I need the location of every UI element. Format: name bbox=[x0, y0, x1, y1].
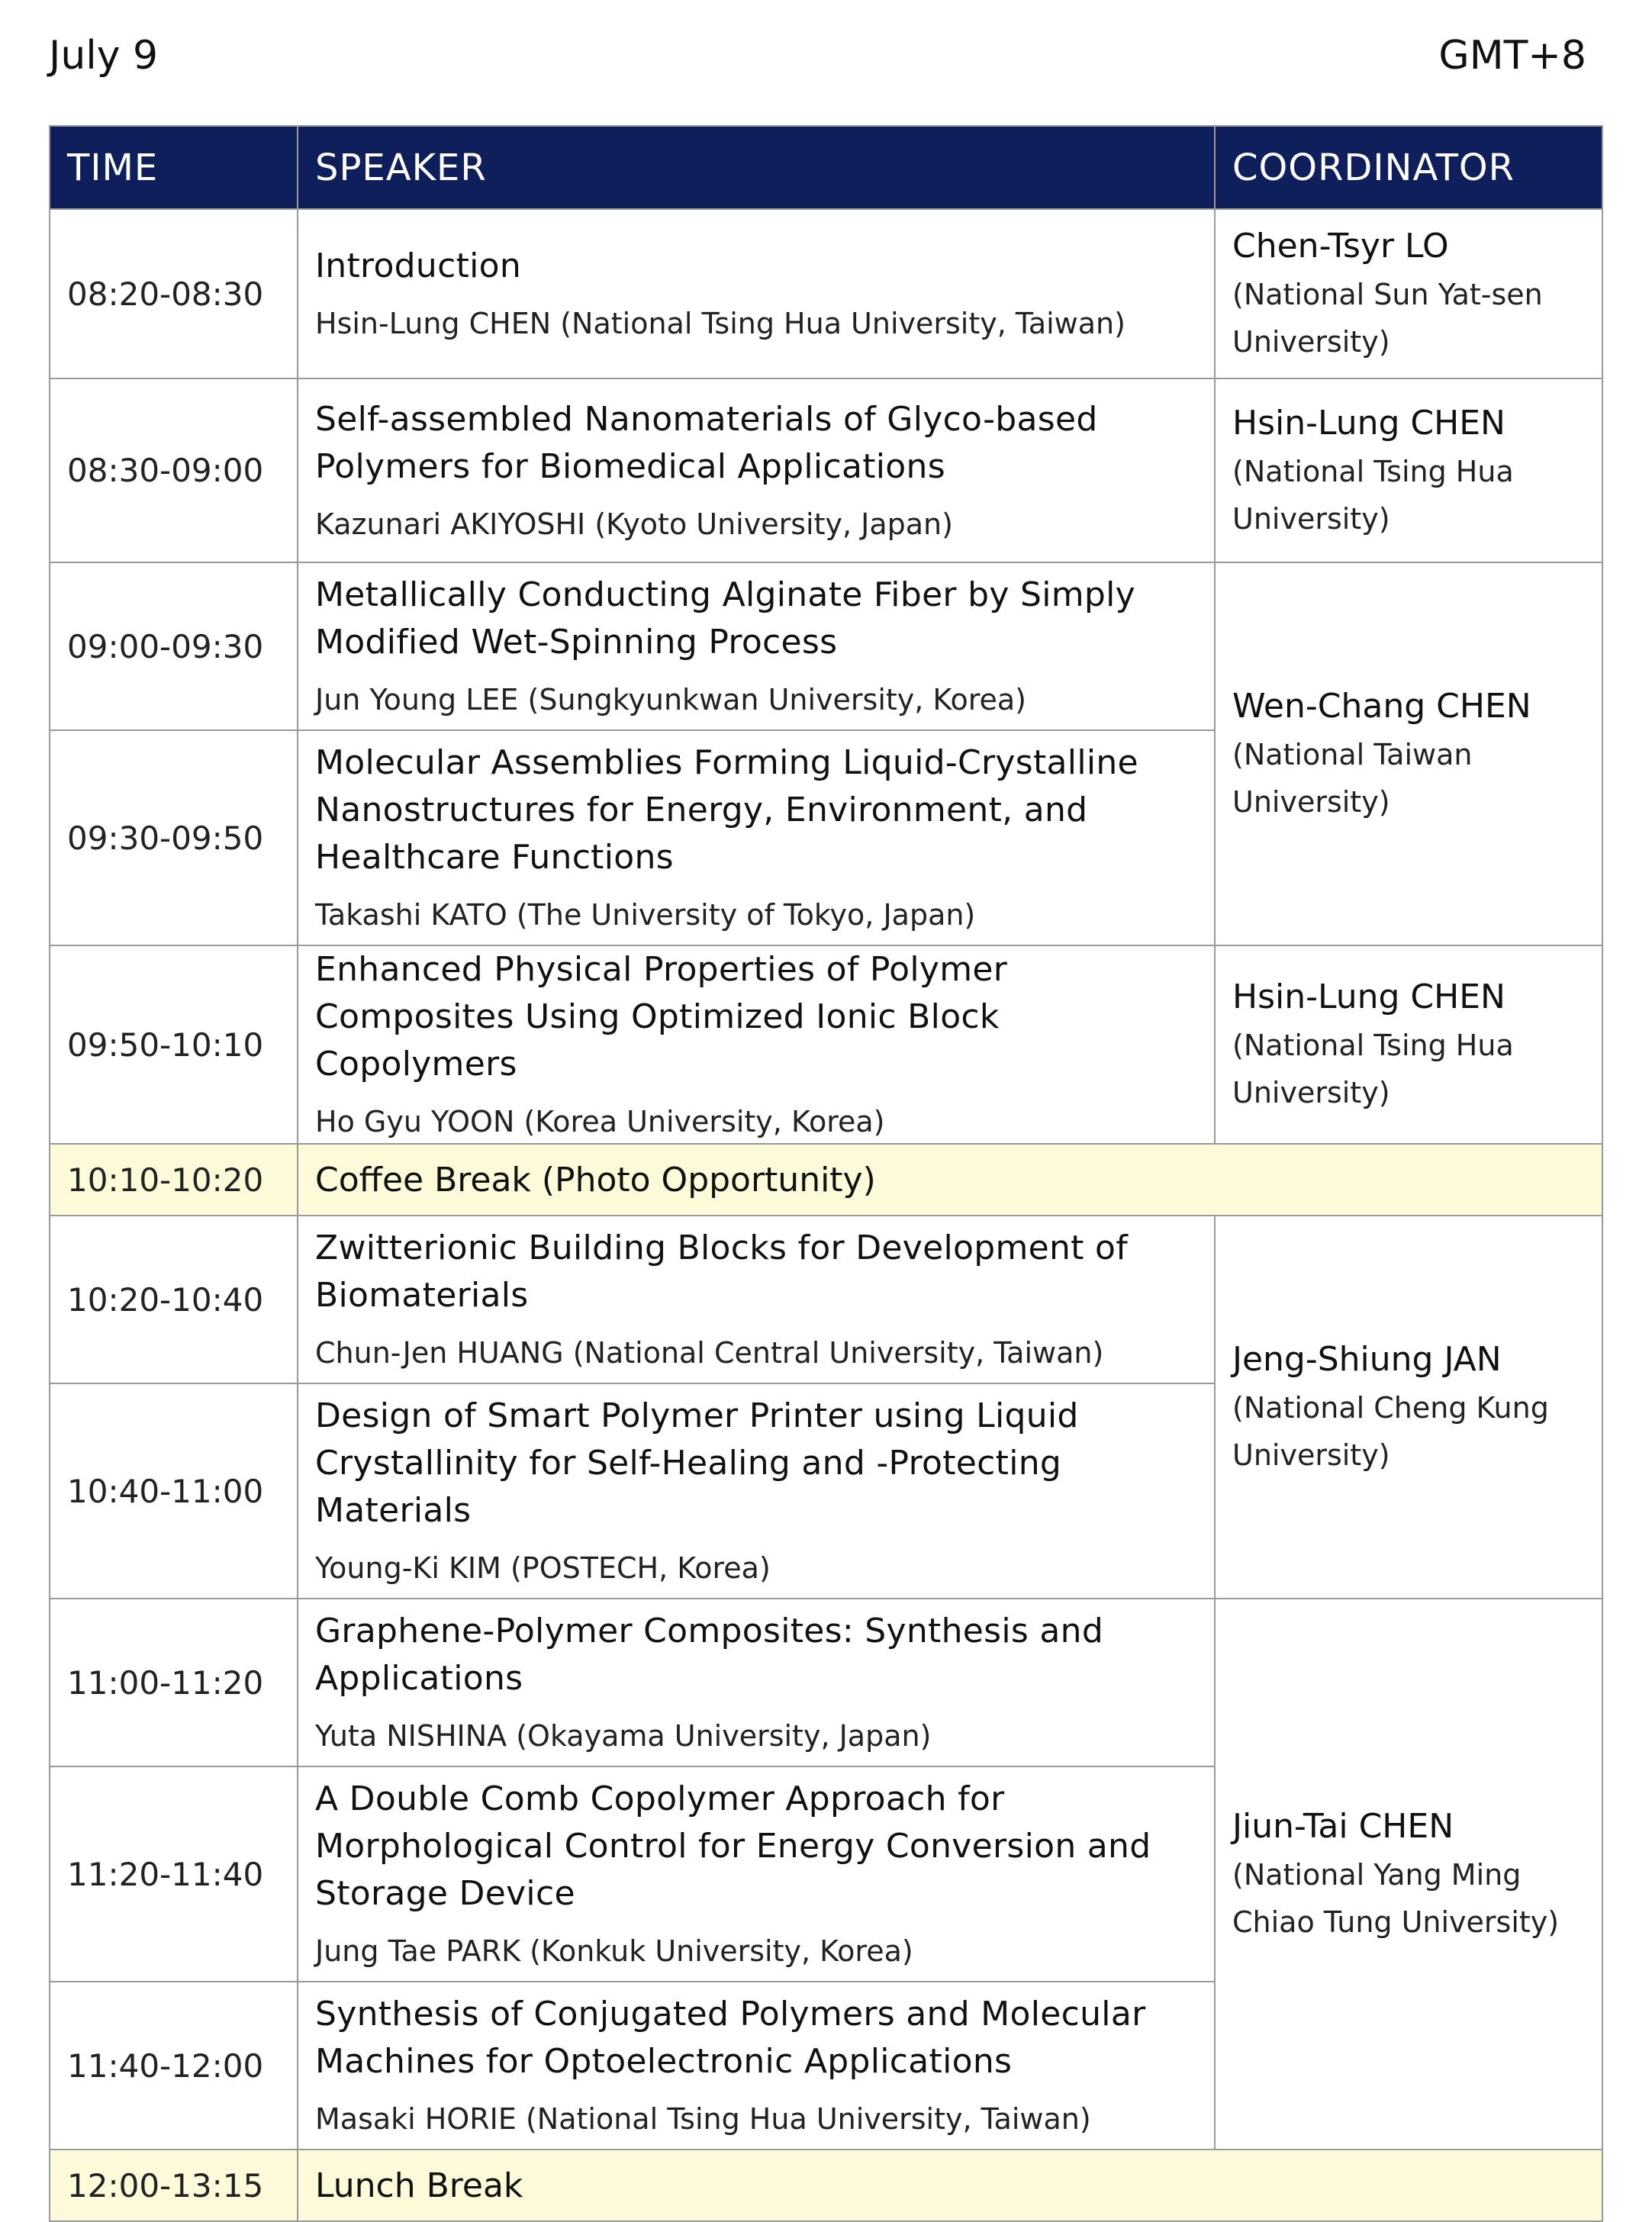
talk-speaker: Kazunari AKIYOSHI (Kyoto University, Japan) bbox=[315, 507, 953, 541]
coordinator-cell bbox=[1215, 562, 1602, 945]
table-row bbox=[50, 562, 1602, 730]
session-cell bbox=[298, 1216, 1215, 1383]
coordinator-affiliation: (National Cheng Kung University) bbox=[1232, 1391, 1549, 1472]
talk-title: Design of Smart Polymer Printer using Liquid Crystallinity for Self-Healing and -Protecting Materials bbox=[315, 1396, 1079, 1530]
session-cell bbox=[298, 1599, 1215, 1766]
session-time: 08:30-09:00 bbox=[50, 378, 298, 562]
talk-speaker: Hsin-Lung CHEN (National Tsing Hua University, Taiwan) bbox=[315, 307, 1125, 340]
break-label: Lunch Break bbox=[315, 2166, 523, 2205]
coordinator-name: Chen-Tsyr LO bbox=[1232, 227, 1449, 266]
talk-title: Introduction bbox=[315, 246, 522, 285]
session-time: 10:20-10:40 bbox=[50, 1216, 298, 1383]
talk-title: Enhanced Physical Properties of Polymer Composites Using Optimized Ionic Block Copolymers bbox=[315, 950, 1008, 1084]
talk-title: Molecular Assemblies Forming Liquid-Crystalline Nanostructures for Energy, Environment, and Healthcare Functions bbox=[315, 743, 1138, 877]
timezone-label: GMT+8 bbox=[1438, 33, 1586, 79]
coordinator-affiliation: (National Tsing Hua University) bbox=[1232, 454, 1514, 536]
table-row bbox=[50, 1216, 1602, 1383]
talk-speaker: Chun-Jen HUANG (National Central University, Taiwan) bbox=[315, 1336, 1104, 1370]
coordinator-name: Jeng-Shiung JAN bbox=[1232, 1340, 1502, 1379]
talk-title: Synthesis of Conjugated Polymers and Molecular Machines for Optoelectronic Applications bbox=[315, 1995, 1146, 2081]
break-cell bbox=[298, 2150, 1602, 2221]
talk-title: Self-assembled Nanomaterials of Glyco-based Polymers for Biomedical Applications bbox=[315, 399, 1098, 486]
session-time: 11:40-12:00 bbox=[50, 1982, 298, 2150]
session-cell bbox=[298, 730, 1215, 945]
coordinator-name: Jiun-Tai CHEN bbox=[1232, 1807, 1454, 1846]
session-time: 10:40-11:00 bbox=[50, 1383, 298, 1599]
talk-speaker: Young-Ki KIM (POSTECH, Korea) bbox=[315, 1551, 771, 1585]
break-row bbox=[50, 1144, 1602, 1216]
session-cell bbox=[298, 378, 1215, 562]
coordinator-name: Hsin-Lung CHEN bbox=[1232, 403, 1505, 443]
coordinator-affiliation: (National Sun Yat-sen University) bbox=[1232, 278, 1543, 359]
talk-title: Graphene-Polymer Composites: Synthesis and Applications bbox=[315, 1612, 1104, 1698]
coordinator-cell bbox=[1215, 209, 1602, 378]
talk-speaker: Ho Gyu YOON (Korea University, Korea) bbox=[315, 1105, 885, 1138]
session-cell bbox=[298, 1982, 1215, 2150]
talk-title: A Double Comb Copolymer Approach for Morphological Control for Energy Conversion and Storage Device bbox=[315, 1779, 1151, 1913]
talk-speaker: Takashi KATO (The University of Tokyo, Japan) bbox=[315, 898, 976, 932]
page-header bbox=[49, 29, 1586, 82]
session-cell bbox=[298, 945, 1215, 1144]
break-label: Coffee Break (Photo Opportunity) bbox=[315, 1160, 876, 1200]
talk-title: Metallically Conducting Alginate Fiber by Simply Modified Wet-Spinning Process bbox=[315, 575, 1135, 662]
schedule-table bbox=[49, 125, 1603, 2222]
session-time: 11:20-11:40 bbox=[50, 1766, 298, 1982]
break-cell bbox=[298, 1144, 1602, 1216]
table-row bbox=[50, 945, 1602, 1144]
table-row bbox=[50, 1599, 1602, 1766]
session-cell bbox=[298, 1383, 1215, 1599]
coordinator-cell bbox=[1215, 1599, 1602, 2150]
coordinator-cell bbox=[1215, 1216, 1602, 1599]
talk-speaker: Jun Young LEE (Sungkyunkwan University, Korea) bbox=[315, 683, 1026, 717]
coordinator-affiliation: (National Yang Ming Chiao Tung University) bbox=[1232, 1858, 1560, 1939]
session-cell bbox=[298, 1766, 1215, 1982]
session-time: 09:50-10:10 bbox=[50, 945, 298, 1144]
talk-speaker: Jung Tae PARK (Konkuk University, Korea) bbox=[315, 1934, 913, 1968]
session-time: 09:30-09:50 bbox=[50, 730, 298, 945]
session-time: 11:00-11:20 bbox=[50, 1599, 298, 1766]
table-header-row bbox=[50, 126, 1602, 209]
column-header-coordinator: COORDINATOR bbox=[1215, 126, 1602, 209]
talk-speaker: Masaki HORIE (National Tsing Hua University, Taiwan) bbox=[315, 2102, 1091, 2136]
table-row bbox=[50, 209, 1602, 378]
coordinator-name: Hsin-Lung CHEN bbox=[1232, 977, 1505, 1016]
coordinator-cell bbox=[1215, 945, 1602, 1144]
coordinator-cell bbox=[1215, 378, 1602, 562]
session-time: 12:00-13:15 bbox=[50, 2150, 298, 2221]
session-time: 10:10-10:20 bbox=[50, 1144, 298, 1216]
session-cell bbox=[298, 209, 1215, 378]
session-time: 09:00-09:30 bbox=[50, 562, 298, 730]
session-time: 08:20-08:30 bbox=[50, 209, 298, 378]
session-cell bbox=[298, 562, 1215, 730]
coordinator-name: Wen-Chang CHEN bbox=[1232, 687, 1531, 726]
coordinator-affiliation: (National Taiwan University) bbox=[1232, 738, 1473, 819]
break-row bbox=[50, 2150, 1602, 2221]
column-header-time: TIME bbox=[50, 126, 298, 209]
column-header-speaker: SPEAKER bbox=[298, 126, 1215, 209]
talk-title: Zwitterionic Building Blocks for Development of Biomaterials bbox=[315, 1229, 1129, 1315]
schedule-date: July 9 bbox=[49, 33, 159, 79]
talk-speaker: Yuta NISHINA (Okayama University, Japan) bbox=[315, 1719, 932, 1753]
table-row bbox=[50, 378, 1602, 562]
coordinator-affiliation: (National Tsing Hua University) bbox=[1232, 1029, 1514, 1109]
